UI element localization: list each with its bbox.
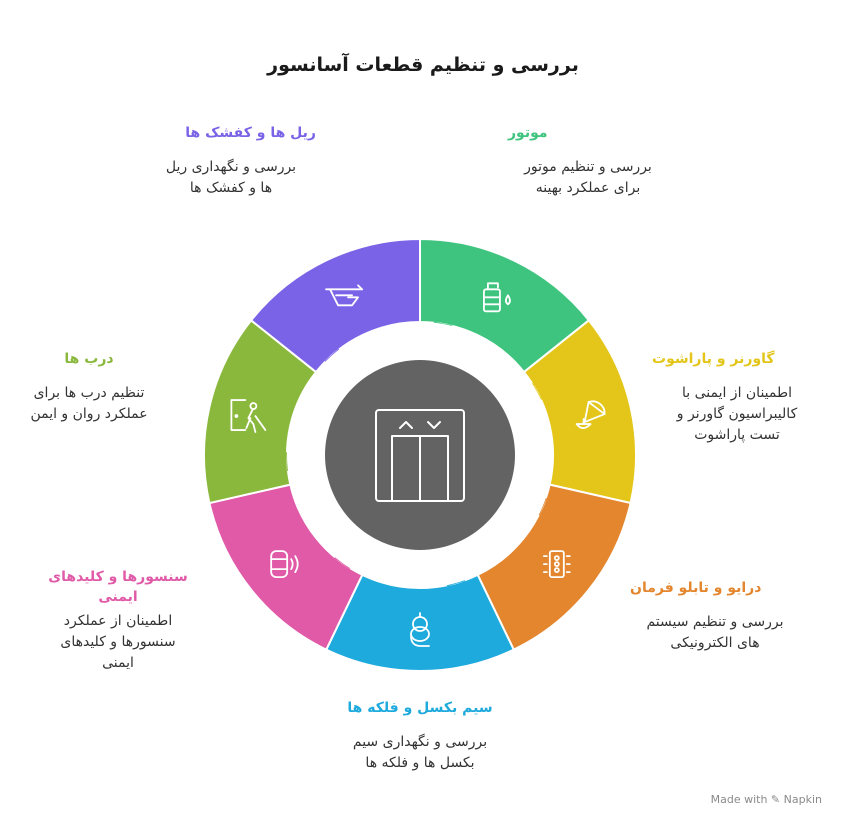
label-drive [630, 578, 800, 654]
label-drive-heading: درایو و تابلو فرمان [630, 580, 762, 596]
label-door-heading: درب ها [64, 351, 114, 367]
label-rails-desc [146, 157, 316, 199]
label-governor-desc [652, 383, 822, 446]
desc-line: تست پاراشوت [694, 427, 780, 443]
label-rails [146, 123, 316, 199]
label-rope-desc [330, 732, 510, 774]
desc-line: اطمینان از عملکرد [63, 613, 173, 629]
desc-line: های الکترونیکی [670, 635, 760, 651]
label-governor-heading: گاورنر و پاراشوت [652, 351, 775, 367]
desc-line: اطمینان از ایمنی با [681, 385, 793, 401]
desc-line: کالیبراسیون گاورنر و [676, 406, 798, 422]
label-door [14, 349, 164, 425]
label-motor [508, 123, 668, 199]
desc-line: ایمنی [102, 655, 134, 671]
label-motor-heading: موتور [508, 125, 548, 141]
desc-line: تنظیم درب ها برای [33, 385, 145, 401]
desc-line: ها و کفشک ها [189, 180, 273, 196]
desc-line: بررسی و نگهداری سیم [352, 734, 488, 750]
label-sensors [38, 567, 198, 674]
label-rope [330, 698, 510, 774]
label-sensors-desc [38, 611, 198, 674]
label-rope-heading: سیم بکسل و فلکه ها [347, 700, 493, 716]
page-title: بررسی و تنظیم قطعات آسانسور [267, 54, 579, 76]
desc-line: بکسل ها و فلکه ها [365, 755, 475, 771]
desc-line: بررسی و تنظیم موتور [524, 159, 652, 175]
desc-line: سنسورها و کلیدهای [60, 634, 176, 650]
label-door-desc [14, 383, 164, 425]
label-governor [652, 349, 822, 446]
napkin-watermark: Made with ✎ Napkin [710, 793, 822, 806]
label-drive-desc [630, 612, 800, 654]
center-hub [325, 360, 515, 550]
desc-line: بررسی و نگهداری ریل [165, 159, 297, 175]
label-sensors-heading: سنسورها و کلیدهای ایمنی [48, 569, 188, 605]
desc-line: عملکرد روان و ایمن [30, 406, 148, 422]
desc-line: بررسی و تنظیم سیستم [646, 614, 784, 630]
label-rails-heading: ریل ها و کفشک ها [185, 125, 316, 141]
label-motor-desc [508, 157, 668, 199]
desc-line: برای عملکرد بهینه [535, 180, 641, 196]
